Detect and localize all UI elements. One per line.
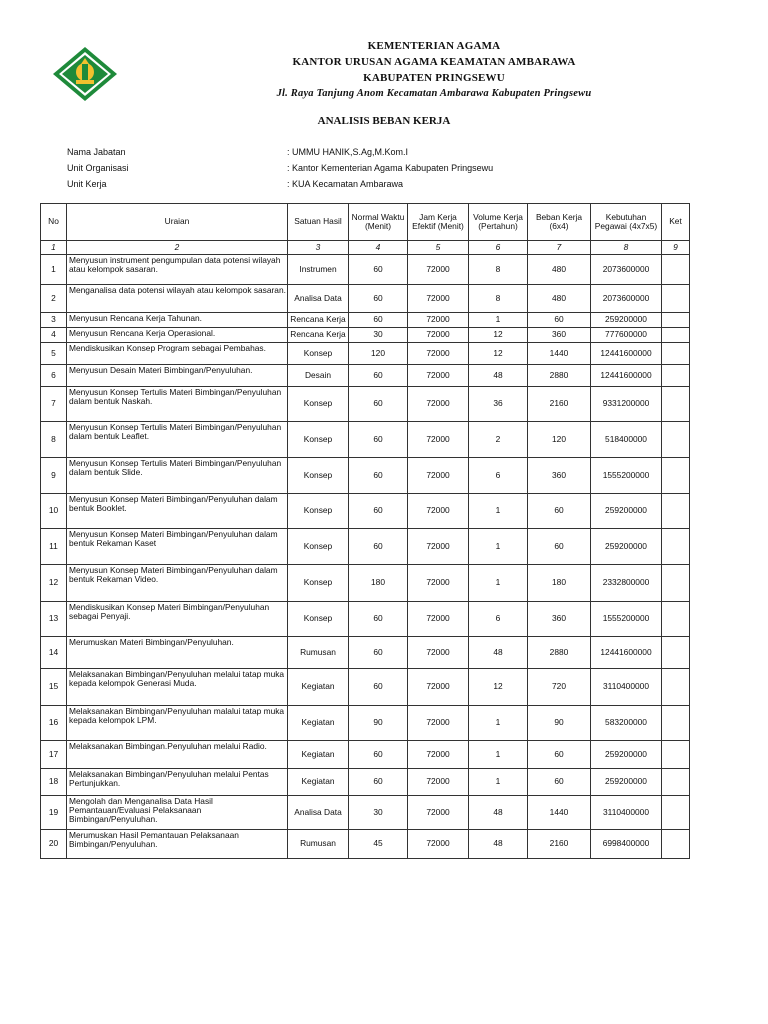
row-ket xyxy=(662,669,690,706)
row-kebutuhan: 2073600000 xyxy=(591,255,662,285)
row-volume: 1 xyxy=(469,769,528,796)
row-uraian: Menyusun Rencana Kerja Operasional. xyxy=(67,328,288,343)
column-number: 9 xyxy=(662,241,690,255)
row-normal-waktu: 60 xyxy=(349,529,408,565)
row-uraian: Menyusun Rencana Kerja Tahunan. xyxy=(67,313,288,328)
row-uraian: Menyusun Konsep Tertulis Materi Bimbingan/Penyuluhan dalam bentuk Leaflet. xyxy=(67,422,288,458)
document-title: ANALISIS BEBAN KERJA xyxy=(317,115,451,127)
table-row xyxy=(41,313,690,328)
col-header-ket: Ket xyxy=(662,204,690,241)
row-ket xyxy=(662,313,690,328)
table-header-row xyxy=(41,204,690,241)
row-volume: 6 xyxy=(469,458,528,494)
row-no: 2 xyxy=(41,285,67,313)
row-no: 13 xyxy=(41,602,67,637)
row-uraian: Melaksanakan Bimbingan.Penyuluhan melalui Radio. xyxy=(67,741,288,769)
row-no: 20 xyxy=(41,830,67,859)
info-label: Unit Kerja xyxy=(67,179,107,189)
row-volume: 48 xyxy=(469,796,528,830)
row-beban-kerja: 60 xyxy=(528,741,591,769)
row-uraian: Melaksanakan Bimbingan/Penyuluhan melalui tatap muka kepada kelompok Generasi Muda. xyxy=(67,669,288,706)
table-row xyxy=(41,565,690,602)
row-jam-kerja: 72000 xyxy=(408,365,469,387)
row-beban-kerja: 2880 xyxy=(528,365,591,387)
row-satuan: Rencana Kerja xyxy=(288,313,349,328)
column-number: 8 xyxy=(591,241,662,255)
row-uraian: Melaksanakan Bimbingan/Penyuluhan malalui tatap muka kepada kelompok LPM. xyxy=(67,706,288,741)
row-no: 9 xyxy=(41,458,67,494)
row-no: 11 xyxy=(41,529,67,565)
letterhead xyxy=(160,38,708,102)
row-normal-waktu: 60 xyxy=(349,365,408,387)
row-no: 1 xyxy=(41,255,67,285)
row-beban-kerja: 360 xyxy=(528,602,591,637)
row-normal-waktu: 60 xyxy=(349,285,408,313)
row-ket xyxy=(662,796,690,830)
row-normal-waktu: 60 xyxy=(349,494,408,529)
row-volume: 48 xyxy=(469,637,528,669)
row-beban-kerja: 60 xyxy=(528,313,591,328)
row-kebutuhan: 1555200000 xyxy=(591,602,662,637)
row-beban-kerja: 480 xyxy=(528,285,591,313)
row-kebutuhan: 12441600000 xyxy=(591,365,662,387)
row-ket xyxy=(662,328,690,343)
row-satuan: Konsep xyxy=(288,529,349,565)
table-row xyxy=(41,365,690,387)
row-beban-kerja: 480 xyxy=(528,255,591,285)
row-no: 16 xyxy=(41,706,67,741)
row-ket xyxy=(662,565,690,602)
row-satuan: Kegiatan xyxy=(288,741,349,769)
row-satuan: Rencana Kerja xyxy=(288,328,349,343)
row-normal-waktu: 60 xyxy=(349,637,408,669)
row-uraian: Mendiskusikan Konsep Program sebagai Pembahas. xyxy=(67,343,288,365)
row-volume: 36 xyxy=(469,387,528,422)
row-volume: 6 xyxy=(469,602,528,637)
row-satuan: Instrumen xyxy=(288,255,349,285)
row-beban-kerja: 2160 xyxy=(528,387,591,422)
row-kebutuhan: 9331200000 xyxy=(591,387,662,422)
row-ket xyxy=(662,529,690,565)
row-satuan: Kegiatan xyxy=(288,669,349,706)
row-kebutuhan: 6998400000 xyxy=(591,830,662,859)
row-normal-waktu: 60 xyxy=(349,422,408,458)
row-jam-kerja: 72000 xyxy=(408,669,469,706)
row-no: 8 xyxy=(41,422,67,458)
row-kebutuhan: 518400000 xyxy=(591,422,662,458)
row-ket xyxy=(662,830,690,859)
row-satuan: Konsep xyxy=(288,565,349,602)
column-number: 1 xyxy=(41,241,67,255)
row-kebutuhan: 259200000 xyxy=(591,741,662,769)
row-beban-kerja: 720 xyxy=(528,669,591,706)
info-value: : KUA Kecamatan Ambarawa xyxy=(287,179,404,189)
column-number: 5 xyxy=(408,241,469,255)
row-no: 6 xyxy=(41,365,67,387)
office-name: KANTOR URUSAN AGAMA KEAMATAN AMBARAWA xyxy=(292,56,576,68)
row-volume: 12 xyxy=(469,669,528,706)
row-jam-kerja: 72000 xyxy=(408,328,469,343)
row-kebutuhan: 777600000 xyxy=(591,328,662,343)
row-satuan: Konsep xyxy=(288,458,349,494)
table-row xyxy=(41,637,690,669)
col-header-volume: Volume Kerja (Pertahun) xyxy=(469,204,528,241)
row-no: 18 xyxy=(41,769,67,796)
row-volume: 2 xyxy=(469,422,528,458)
row-kebutuhan: 1555200000 xyxy=(591,458,662,494)
row-uraian: Merumuskan Hasil Pemantauan Pelaksanaan Bimbingan/Penyuluhan. xyxy=(67,830,288,859)
table-row xyxy=(41,769,690,796)
info-label: Nama Jabatan xyxy=(67,147,126,157)
regency-name: KABUPATEN PRINGSEWU xyxy=(363,72,505,84)
row-jam-kerja: 72000 xyxy=(408,830,469,859)
column-number: 3 xyxy=(288,241,349,255)
row-kebutuhan: 12441600000 xyxy=(591,343,662,365)
row-no: 5 xyxy=(41,343,67,365)
row-no: 3 xyxy=(41,313,67,328)
row-satuan: Desain xyxy=(288,365,349,387)
row-satuan: Konsep xyxy=(288,494,349,529)
row-kebutuhan: 583200000 xyxy=(591,706,662,741)
row-normal-waktu: 60 xyxy=(349,387,408,422)
info-value: : Kantor Kementerian Agama Kabupaten Pringsewu xyxy=(287,163,494,173)
row-normal-waktu: 60 xyxy=(349,255,408,285)
row-normal-waktu: 60 xyxy=(349,458,408,494)
row-ket xyxy=(662,422,690,458)
col-header-no: No xyxy=(41,204,67,241)
row-uraian: Menyusun Konsep Materi Bimbingan/Penyuluhan dalam bentuk Booklet. xyxy=(67,494,288,529)
row-beban-kerja: 360 xyxy=(528,458,591,494)
row-ket xyxy=(662,343,690,365)
row-jam-kerja: 72000 xyxy=(408,741,469,769)
row-beban-kerja: 90 xyxy=(528,706,591,741)
row-no: 15 xyxy=(41,669,67,706)
table-row xyxy=(41,387,690,422)
row-beban-kerja: 60 xyxy=(528,769,591,796)
column-number: 4 xyxy=(349,241,408,255)
row-normal-waktu: 60 xyxy=(349,602,408,637)
column-number-row xyxy=(41,241,690,255)
row-satuan: Rumusan xyxy=(288,830,349,859)
row-satuan: Konsep xyxy=(288,422,349,458)
row-normal-waktu: 180 xyxy=(349,565,408,602)
row-kebutuhan: 259200000 xyxy=(591,313,662,328)
row-volume: 48 xyxy=(469,365,528,387)
row-normal-waktu: 45 xyxy=(349,830,408,859)
row-uraian: Menyusun Konsep Materi Bimbingan/Penyuluhan dalam bentuk Rekaman Video. xyxy=(67,565,288,602)
table-row xyxy=(41,255,690,285)
table-row xyxy=(41,706,690,741)
row-kebutuhan: 2073600000 xyxy=(591,285,662,313)
row-jam-kerja: 72000 xyxy=(408,529,469,565)
info-label: Unit Organisasi xyxy=(67,163,129,173)
row-satuan: Kegiatan xyxy=(288,769,349,796)
row-beban-kerja: 1440 xyxy=(528,796,591,830)
col-header-normal-waktu: Normal Waktu (Menit) xyxy=(349,204,408,241)
row-uraian: Menyusun Konsep Tertulis Materi Bimbingan/Penyuluhan dalam bentuk Slide. xyxy=(67,458,288,494)
row-jam-kerja: 72000 xyxy=(408,769,469,796)
row-beban-kerja: 60 xyxy=(528,494,591,529)
row-uraian: Mendiskusikan Konsep Materi Bimbingan/Penyuluhan sebagai Penyaji. xyxy=(67,602,288,637)
row-jam-kerja: 72000 xyxy=(408,602,469,637)
row-jam-kerja: 72000 xyxy=(408,313,469,328)
table-row xyxy=(41,529,690,565)
row-volume: 8 xyxy=(469,285,528,313)
row-uraian: Melaksanakan Bimbingan/Penyuluhan melalui Pentas Pertunjukkan. xyxy=(67,769,288,796)
col-header-satuan: Satuan Hasil xyxy=(288,204,349,241)
col-header-beban-kerja: Beban Kerja (6x4) xyxy=(528,204,591,241)
row-volume: 8 xyxy=(469,255,528,285)
row-jam-kerja: 72000 xyxy=(408,796,469,830)
row-ket xyxy=(662,769,690,796)
row-normal-waktu: 60 xyxy=(349,669,408,706)
row-uraian: Menyusun Konsep Tertulis Materi Bimbingan/Penyuluhan dalam bentuk Naskah. xyxy=(67,387,288,422)
office-address: Jl. Raya Tanjung Anom Kecamatan Ambarawa Kabupaten Pringsewu xyxy=(276,88,592,99)
row-volume: 1 xyxy=(469,494,528,529)
table-row xyxy=(41,458,690,494)
row-normal-waktu: 60 xyxy=(349,769,408,796)
column-number: 2 xyxy=(67,241,288,255)
table-row xyxy=(41,422,690,458)
row-uraian: Menganalisa data potensi wilayah atau kelompok sasaran. xyxy=(67,285,288,313)
row-no: 14 xyxy=(41,637,67,669)
row-no: 7 xyxy=(41,387,67,422)
row-ket xyxy=(662,637,690,669)
row-volume: 48 xyxy=(469,830,528,859)
row-uraian: Menyusun Konsep Materi Bimbingan/Penyuluhan dalam bentuk Rekaman Kaset xyxy=(67,529,288,565)
row-normal-waktu: 60 xyxy=(349,313,408,328)
row-jam-kerja: 72000 xyxy=(408,422,469,458)
row-ket xyxy=(662,365,690,387)
row-volume: 12 xyxy=(469,343,528,365)
row-jam-kerja: 72000 xyxy=(408,494,469,529)
row-satuan: Rumusan xyxy=(288,637,349,669)
row-uraian: Menyusun Desain Materi Bimbingan/Penyuluhan. xyxy=(67,365,288,387)
row-ket xyxy=(662,285,690,313)
row-kebutuhan: 3110400000 xyxy=(591,669,662,706)
row-no: 17 xyxy=(41,741,67,769)
row-kebutuhan: 259200000 xyxy=(591,494,662,529)
row-beban-kerja: 180 xyxy=(528,565,591,602)
row-beban-kerja: 60 xyxy=(528,529,591,565)
row-normal-waktu: 60 xyxy=(349,741,408,769)
row-beban-kerja: 1440 xyxy=(528,343,591,365)
row-satuan: Analisa Data xyxy=(288,796,349,830)
column-number: 6 xyxy=(469,241,528,255)
row-ket xyxy=(662,255,690,285)
row-beban-kerja: 360 xyxy=(528,328,591,343)
row-jam-kerja: 72000 xyxy=(408,637,469,669)
row-beban-kerja: 2160 xyxy=(528,830,591,859)
row-uraian: Mengolah dan Menganalisa Data Hasil Pemantauan/Evaluasi Pelaksanaan Bimbingan/Penyuluhan. xyxy=(67,796,288,830)
table-row xyxy=(41,494,690,529)
row-jam-kerja: 72000 xyxy=(408,285,469,313)
table-body xyxy=(41,255,690,859)
row-jam-kerja: 72000 xyxy=(408,706,469,741)
row-volume: 1 xyxy=(469,741,528,769)
row-ket xyxy=(662,458,690,494)
row-satuan: Analisa Data xyxy=(288,285,349,313)
row-uraian: Menyusun instrument pengumpulan data potensi wilayah atau kelompok sasaran. xyxy=(67,255,288,285)
column-number: 7 xyxy=(528,241,591,255)
row-no: 10 xyxy=(41,494,67,529)
col-header-uraian: Uraian xyxy=(67,204,288,241)
table-row xyxy=(41,741,690,769)
table-row xyxy=(41,328,690,343)
row-ket xyxy=(662,602,690,637)
info-value: : UMMU HANIK,S.Ag,M.Kom.I xyxy=(287,147,409,157)
row-no: 12 xyxy=(41,565,67,602)
row-normal-waktu: 30 xyxy=(349,796,408,830)
row-jam-kerja: 72000 xyxy=(408,458,469,494)
row-no: 4 xyxy=(41,328,67,343)
row-uraian: Merumuskan Materi Bimbingan/Penyuluhan. xyxy=(67,637,288,669)
row-jam-kerja: 72000 xyxy=(408,565,469,602)
kemenag-logo xyxy=(52,46,118,102)
row-beban-kerja: 120 xyxy=(528,422,591,458)
row-beban-kerja: 2880 xyxy=(528,637,591,669)
ministry-name: KEMENTERIAN AGAMA xyxy=(367,40,501,52)
row-satuan: Konsep xyxy=(288,387,349,422)
table-row xyxy=(41,343,690,365)
row-normal-waktu: 120 xyxy=(349,343,408,365)
row-volume: 1 xyxy=(469,565,528,602)
row-jam-kerja: 72000 xyxy=(408,255,469,285)
row-volume: 1 xyxy=(469,529,528,565)
row-ket xyxy=(662,387,690,422)
col-header-jam-kerja: Jam Kerja Efektif (Menit) xyxy=(408,204,469,241)
row-kebutuhan: 259200000 xyxy=(591,769,662,796)
row-satuan: Kegiatan xyxy=(288,706,349,741)
table-row xyxy=(41,796,690,830)
row-jam-kerja: 72000 xyxy=(408,387,469,422)
row-satuan: Konsep xyxy=(288,343,349,365)
row-kebutuhan: 3110400000 xyxy=(591,796,662,830)
table-row xyxy=(41,285,690,313)
row-kebutuhan: 12441600000 xyxy=(591,637,662,669)
row-ket xyxy=(662,741,690,769)
row-normal-waktu: 30 xyxy=(349,328,408,343)
row-kebutuhan: 259200000 xyxy=(591,529,662,565)
row-ket xyxy=(662,494,690,529)
col-header-kebutuhan: Kebutuhan Pegawai (4x7x5) xyxy=(591,204,662,241)
row-ket xyxy=(662,706,690,741)
row-volume: 1 xyxy=(469,313,528,328)
row-volume: 12 xyxy=(469,328,528,343)
workload-table xyxy=(40,203,690,859)
table-row xyxy=(41,602,690,637)
table-row xyxy=(41,830,690,859)
row-jam-kerja: 72000 xyxy=(408,343,469,365)
row-satuan: Konsep xyxy=(288,602,349,637)
row-kebutuhan: 2332800000 xyxy=(591,565,662,602)
row-volume: 1 xyxy=(469,706,528,741)
table-row xyxy=(41,669,690,706)
row-no: 19 xyxy=(41,796,67,830)
row-normal-waktu: 90 xyxy=(349,706,408,741)
